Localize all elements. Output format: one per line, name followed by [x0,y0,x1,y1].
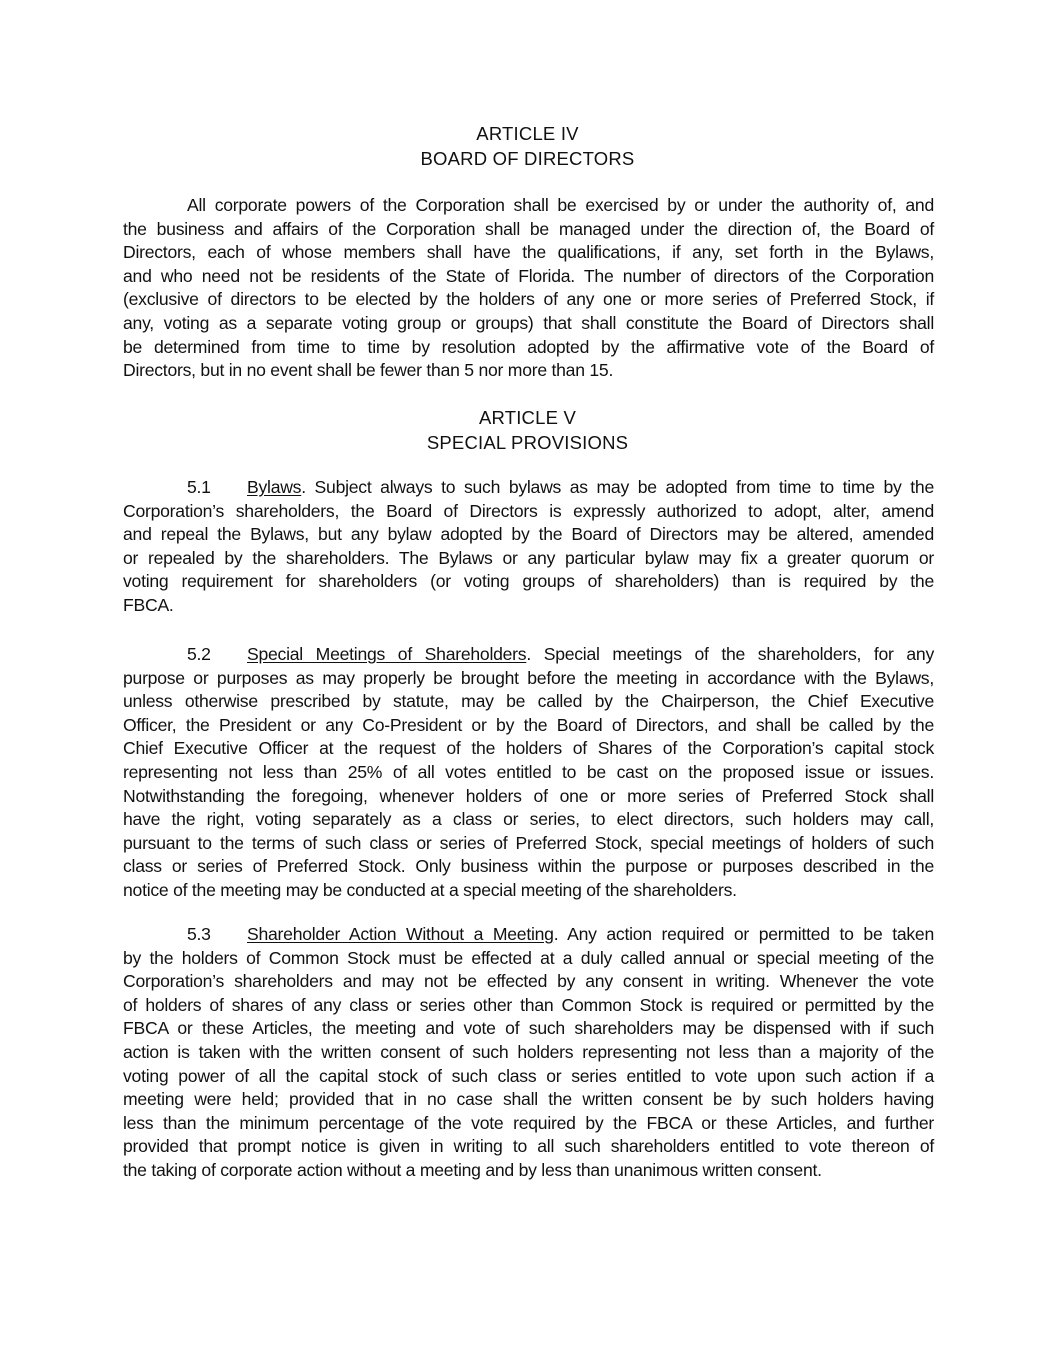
section-number: 5.2 [187,644,211,664]
text-line: and who need not be residents of the State of Florida. The number of directors of the Corporation [123,265,934,286]
section-number: 5.1 [187,477,211,497]
text-line: or repealed by the shareholders. The Bylaws or any particular bylaw may fix a greater quorum or [123,547,934,568]
text-line: Directors, each of whose members shall have the qualifications, if any, set forth in the Bylaws, [123,242,934,263]
text-line: (exclusive of directors to be elected by the holders of any one or more series of Preferred Stock, if [123,289,934,310]
article-v-subtitle: SPECIAL PROVISIONS [426,432,629,453]
text-line: Corporation’s shareholders, the Board of Directors is expressly authorized to adopt, alter, amend [123,500,934,521]
text-line: unless otherwise prescribed by statute, may be called by the Chairperson, the Chief Executive [123,691,934,712]
text-line: notice of the meeting may be conducted at a special meeting of the shareholders. [123,879,737,900]
text-line: FBCA or these Articles, the meeting and vote of such shareholders may be dispensed with if such [123,1018,934,1039]
text-line: voting requirement for shareholders (or voting groups of shareholders) than is required by the [123,571,934,592]
section-number: 5.3 [187,924,211,944]
section-5-2 [123,643,934,903]
text-line: Directors, but in no event shall be fewer than 5 nor more than 15. [123,360,614,381]
text-line: the taking of corporate action without a meeting and by less than unanimous written consent. [123,1159,822,1180]
article-iv-title: ARTICLE IV [476,123,579,144]
text-line: Chief Executive Officer at the request of the holders of Shares of the Corporation’s capital stock [123,738,934,759]
text-line: of holders of shares of any class or series other than Common Stock is required or permitted by the [123,994,934,1015]
text-line: be determined from time to time by resolution adopted by the affirmative vote of the Board of [123,336,934,357]
text-line: 5.3 Shareholder Action Without a Meeting. Any action required or permitted to be taken [123,923,934,947]
text-line: representing not less than 25% of all votes entitled to be cast on the proposed issue or issues. [123,761,934,782]
article-iv-subtitle: BOARD OF DIRECTORS [420,148,635,169]
text-line: the business and affairs of the Corporation shall be managed under the direction of, the Board of [123,218,934,239]
text-line: Corporation’s shareholders and may not be effected by any consent in writing. Whenever the vote [123,971,934,992]
section-heading: Shareholder Action Without a Meeting [247,924,554,944]
article-iv-paragraph [123,194,934,383]
text-line: purpose or purposes as may properly be brought before the meeting in accordance with the Bylaws, [123,667,934,688]
text-line: All corporate powers of the Corporation shall be exercised by or under the authority of, and [187,195,934,215]
text-line: Notwithstanding the foregoing, whenever holders of one or more series of Preferred Stock shall [123,785,934,806]
text-line: 5.2 Special Meetings of Shareholders. Special meetings of the shareholders, for any [123,643,934,667]
text-line: have the right, voting separately as a class or series, to elect directors, such holders may call, [123,809,934,830]
text-line: 5.1 Bylaws. Subject always to such bylaws as may be adopted from time to time by the [123,476,934,500]
text-line: action is taken with the written consent of such holders representing not less than a majority of the [123,1041,934,1062]
article-v-title: ARTICLE V [478,407,577,428]
text-line: provided that prompt notice is given in writing to all such shareholders entitled to vote thereon of [123,1136,934,1157]
text-line: and repeal the Bylaws, but any bylaw adopted by the Board of Directors may be altered, amended [123,524,934,545]
text-line: voting power of all the capital stock of such class or series entitled to vote upon such action if a [123,1065,934,1086]
section-heading: Special Meetings of Shareholders [247,644,527,664]
text-line: any, voting as a separate voting group or groups) that shall constitute the Board of Directors shall [123,312,934,333]
text-line: meeting were held; provided that in no case shall the written consent be by such holders having [123,1089,934,1110]
text-line: class or series of Preferred Stock. Only business within the purpose or purposes described in the [123,856,934,877]
text-line: FBCA. [123,594,174,615]
text-line: pursuant to the terms of such class or series of Preferred Stock, special meetings of holders of such [123,832,934,853]
section-5-1 [123,476,934,618]
text-line: Officer, the President or any Co-President or by the Board of Directors, and shall be called by the [123,714,934,735]
text-line: by the holders of Common Stock must be effected at a duly called annual or special meeting of the [123,947,934,968]
section-5-3 [123,923,934,1183]
text-line: less than the minimum percentage of the vote required by the FBCA or these Articles, and further [123,1112,934,1133]
section-heading: Bylaws [247,477,302,497]
